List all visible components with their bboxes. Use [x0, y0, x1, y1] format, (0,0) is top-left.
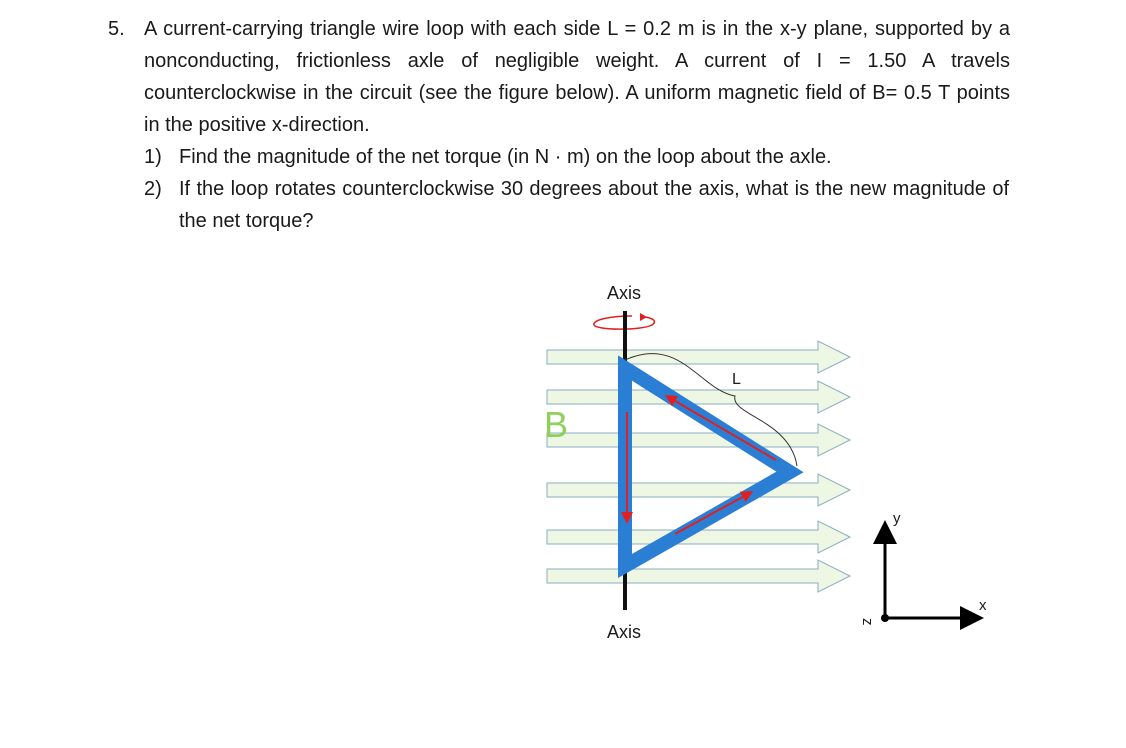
field-arrow	[547, 424, 850, 456]
field-arrow	[547, 474, 850, 506]
question-number: 1)	[144, 146, 162, 168]
axis-top-label: Axis	[607, 283, 642, 303]
question-text: Find the magnitude of the net torque (in N · m) on the loop about the axle.	[179, 146, 832, 168]
field-arrow	[547, 560, 850, 592]
problem-number: 5.	[108, 18, 125, 40]
question-number: 2)	[144, 178, 162, 200]
side-length-brace	[625, 354, 797, 466]
coord-y-label: y	[893, 510, 901, 527]
field-arrow	[547, 341, 850, 373]
coordinate-axes	[881, 532, 972, 622]
coord-x-label: x	[979, 597, 987, 614]
coord-z-label: z	[859, 618, 876, 626]
z-axis-dot-icon	[881, 614, 889, 622]
magnetic-field-arrows	[547, 341, 850, 592]
question-text: If the loop rotates counterclockwise 30 degrees about the axis, what is the new magnitude of the net torque?	[179, 178, 1009, 232]
side-length-label: L	[732, 371, 741, 388]
field-label: B	[544, 404, 569, 445]
axis-bottom-label: Axis	[607, 622, 642, 642]
problem-text: A current-carrying triangle wire loop with each side L = 0.2 m is in the x-y plane, supported by a nonconducting, frictionless axle of negligible weight. A current of I = 1.50 A travels counterclockwise in the circuit (see the figure below). A uniform magnetic field of B= 0.5 T points in the positive x-direction.	[144, 18, 1010, 136]
